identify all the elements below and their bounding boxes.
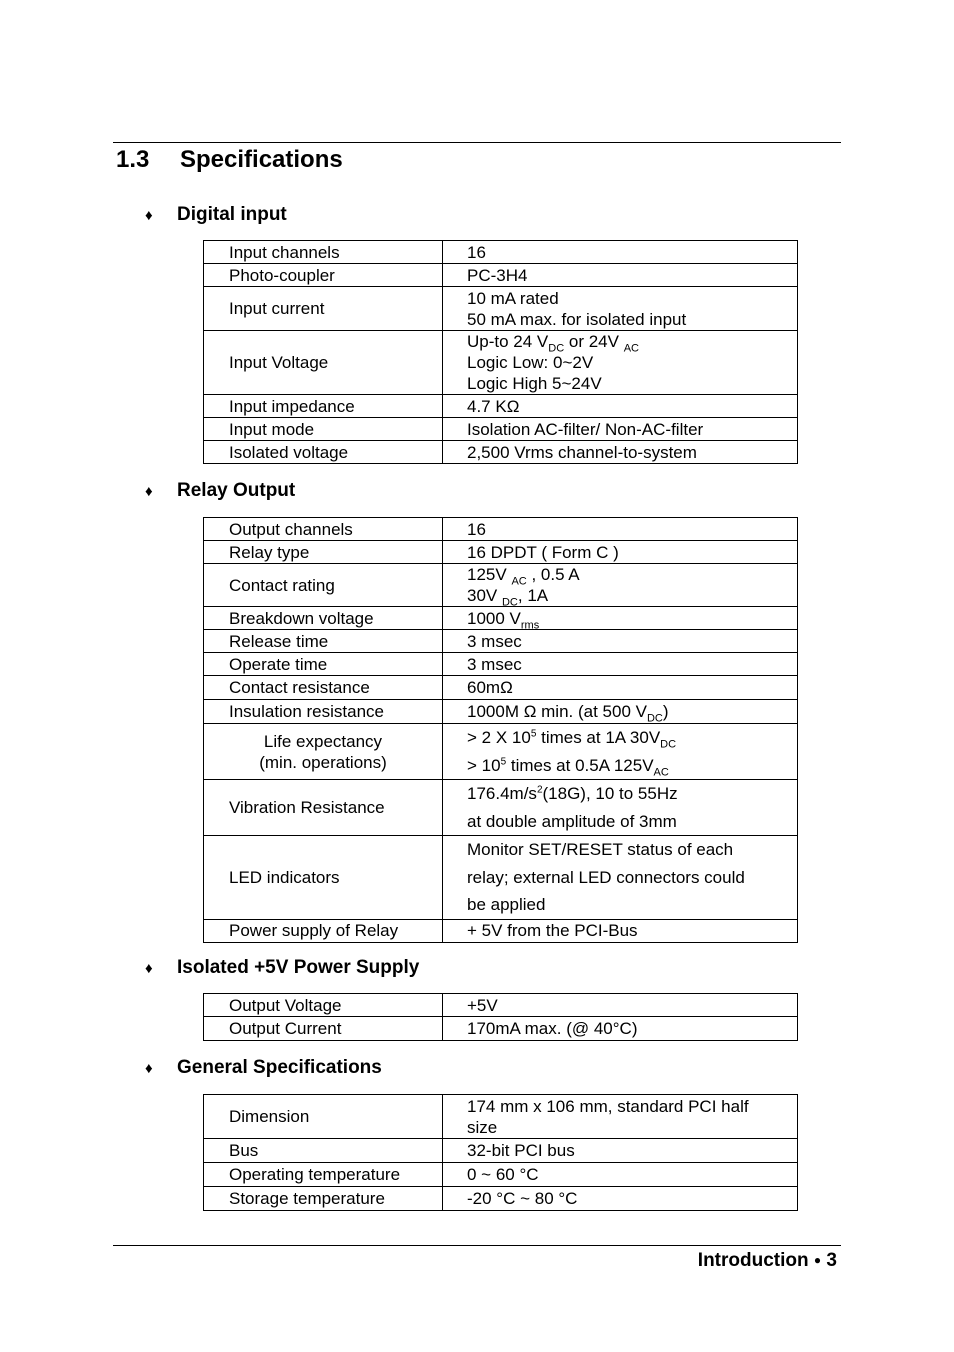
section-title [116, 146, 343, 174]
spec-value: -20 °C ~ 80 °C [443, 1187, 798, 1211]
table-row [204, 994, 798, 1017]
spec-value-line [467, 724, 793, 752]
spec-value-line: 174 mm x 106 mm, standard PCI half [467, 1096, 749, 1116]
spec-value-line [467, 331, 793, 355]
spec-value [443, 1095, 798, 1139]
table-row [204, 441, 798, 464]
table-row [204, 1095, 798, 1139]
spec-label: Input impedance [204, 395, 443, 418]
spec-label-line: Life expectancy [263, 731, 383, 751]
spec-label: Isolated voltage [204, 441, 443, 464]
table-row [204, 418, 798, 441]
spec-label: Input channels [204, 241, 443, 264]
heading-digital-input [145, 204, 287, 226]
diamond-bullet-icon: ♦ [145, 1060, 153, 1077]
subscript: DC [548, 342, 565, 355]
spec-value [443, 836, 798, 920]
spec-value: PC-3H4 [443, 264, 798, 287]
spec-value-line: at double amplitude of 3mm [467, 811, 677, 831]
page-footer [698, 1250, 837, 1272]
heading-text: Digital input [177, 204, 287, 225]
subscript: DC [660, 738, 677, 751]
spec-label: Photo-coupler [204, 264, 443, 287]
table-row [204, 780, 798, 836]
spec-value: 3 msec [443, 630, 798, 653]
text-part: 1000M Ω min. (at 500 V [467, 702, 647, 721]
text-part: ) [662, 702, 669, 721]
spec-value [443, 564, 798, 607]
spec-value-line: Logic High 5~24V [467, 374, 602, 393]
spec-value: 4.7 KΩ [443, 395, 798, 418]
subscript: DC [501, 596, 518, 609]
spec-value: 2,500 Vrms channel-to-system [443, 441, 798, 464]
superscript: 2 [536, 784, 543, 796]
table-row [204, 836, 798, 920]
text-part: times at 0.5A 125V [506, 755, 654, 775]
spec-value-line [467, 752, 793, 780]
header-rule [113, 142, 841, 143]
text-part: 1000 V [467, 608, 521, 628]
table-row [204, 1017, 798, 1041]
spec-label: Release time [204, 630, 443, 653]
spec-value: 3 msec [443, 653, 798, 676]
spec-value [443, 724, 798, 780]
text-part: 125V [467, 565, 512, 584]
spec-value-line: 50 mA max. for isolated input [467, 309, 687, 329]
table-row [204, 518, 798, 541]
table-row [204, 653, 798, 676]
spec-value-line: be applied [467, 895, 546, 914]
spec-value: 32-bit PCI bus [443, 1139, 798, 1163]
subscript: AC [511, 575, 527, 588]
spec-label: Dimension [204, 1095, 443, 1139]
section-title-text: Specifications [180, 146, 343, 173]
superscript: 5 [500, 755, 507, 767]
spec-value: 170mA max. (@ 40°C) [443, 1017, 798, 1041]
text-part: or 24V [564, 332, 624, 351]
spec-label: Operating temperature [204, 1163, 443, 1187]
isolated-power-table [203, 993, 798, 1041]
heading-isolated-power [145, 957, 419, 979]
diamond-bullet-icon: ♦ [145, 960, 153, 977]
spec-value-line: Monitor SET/RESET status of each [467, 840, 734, 859]
text-part: > 2 X 10 [467, 728, 531, 747]
spec-label: Input mode [204, 418, 443, 441]
spec-value-line: size [467, 1117, 498, 1137]
table-row [204, 395, 798, 418]
table-row [204, 700, 798, 724]
spec-value [443, 607, 798, 630]
table-row [204, 541, 798, 564]
spec-value: +5V [443, 994, 798, 1017]
spec-value-line: relay; external LED connectors could [467, 867, 745, 887]
spec-value: 16 DPDT ( Form C ) [443, 541, 798, 564]
spec-label: Contact resistance [204, 676, 443, 700]
subscript: AC [623, 342, 639, 355]
footer-rule [113, 1245, 841, 1246]
digital-input-table [203, 240, 798, 464]
general-specs-table [203, 1094, 798, 1211]
subscript: rms [520, 618, 540, 631]
spec-label: Breakdown voltage [204, 607, 443, 630]
spec-label [204, 724, 443, 780]
spec-value: 16 [443, 241, 798, 264]
spec-label: Relay type [204, 541, 443, 564]
spec-value [443, 331, 798, 395]
spec-value [443, 700, 798, 724]
spec-label: Output channels [204, 518, 443, 541]
table-row [204, 264, 798, 287]
text-part: times at 1A 30V [536, 728, 661, 747]
relay-output-table [203, 517, 798, 943]
heading-relay-output [145, 480, 295, 502]
spec-label: Input Voltage [204, 331, 443, 395]
table-row [204, 1139, 798, 1163]
diamond-bullet-icon: ♦ [145, 207, 153, 224]
table-row [204, 1163, 798, 1187]
spec-value: 16 [443, 518, 798, 541]
spec-value-line [467, 564, 793, 588]
text-part: , 1A [517, 586, 549, 605]
spec-value [443, 287, 798, 331]
spec-value: 0 ~ 60 °C [443, 1163, 798, 1187]
table-row [204, 724, 798, 780]
spec-value [443, 780, 798, 836]
spec-label: Storage temperature [204, 1187, 443, 1211]
table-row [204, 630, 798, 653]
table-row [204, 564, 798, 607]
spec-label: Insulation resistance [204, 700, 443, 724]
heading-general-specs [145, 1057, 382, 1079]
bullet-icon: ● [813, 1253, 822, 1267]
diamond-bullet-icon: ♦ [145, 483, 153, 500]
text-part: 176.4m/s [467, 784, 537, 803]
spec-label-line: (min. operations) [259, 752, 387, 772]
spec-value: Isolation AC-filter/ Non-AC-filter [443, 418, 798, 441]
heading-text: General Specifications [177, 1057, 382, 1078]
heading-text: Isolated +5V Power Supply [177, 957, 420, 978]
text-part: Up-to 24 V [467, 332, 549, 351]
table-row [204, 287, 798, 331]
spec-label: Operate time [204, 653, 443, 676]
table-row [204, 241, 798, 264]
footer-chapter: Introduction [697, 1250, 809, 1271]
spec-label: LED indicators [204, 836, 443, 920]
spec-value: 60mΩ [443, 676, 798, 700]
text-part: , 0.5 A [526, 565, 580, 584]
spec-value-line [467, 780, 793, 808]
spec-label: Contact rating [204, 564, 443, 607]
table-row [204, 607, 798, 630]
table-row [204, 676, 798, 700]
text-part: (18G), 10 to 55Hz [542, 784, 678, 803]
spec-label: Power supply of Relay [204, 919, 443, 942]
table-row [204, 331, 798, 395]
spec-label: Output Voltage [204, 994, 443, 1017]
section-number: 1.3 [116, 146, 150, 173]
spec-label: Bus [204, 1139, 443, 1163]
superscript: 5 [530, 728, 537, 740]
spec-value-line: 10 mA rated [467, 288, 559, 308]
subscript: AC [653, 765, 669, 778]
spec-label: Output Current [204, 1017, 443, 1041]
table-row [204, 1187, 798, 1211]
spec-value-line: Logic Low: 0~2V [467, 353, 594, 372]
spec-value: + 5V from the PCI-Bus [443, 919, 798, 942]
spec-label: Input current [204, 287, 443, 331]
heading-text: Relay Output [177, 480, 296, 501]
page-number: 3 [826, 1250, 837, 1271]
spec-value-line [467, 585, 793, 609]
table-row [204, 919, 798, 942]
spec-label: Vibration Resistance [204, 780, 443, 836]
text-part: > 10 [467, 755, 501, 775]
subscript: DC [646, 712, 663, 725]
text-part: 30V [467, 586, 502, 605]
